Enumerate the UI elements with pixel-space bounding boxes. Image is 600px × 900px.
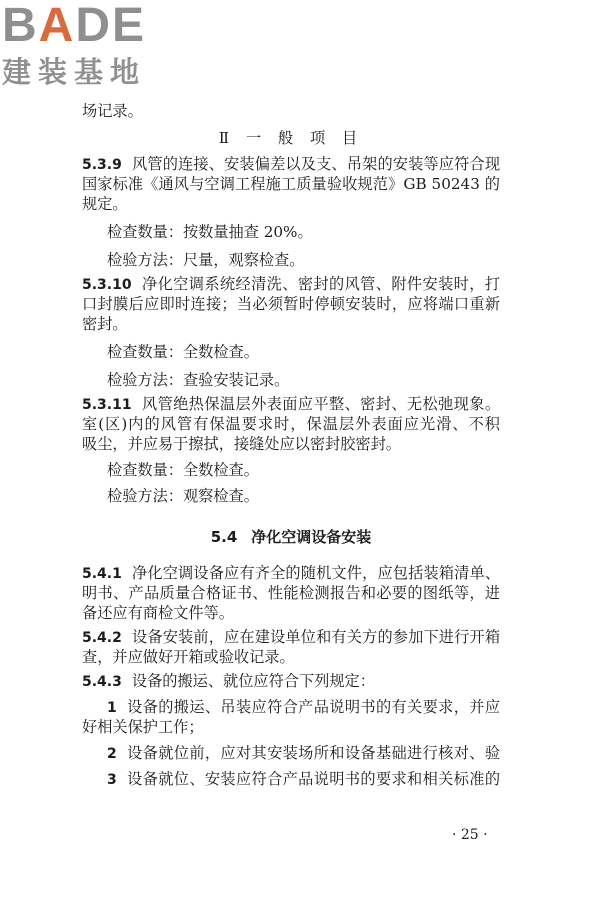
clause-number: 5.4.2: [82, 630, 122, 646]
clause-first-line: 5.4.3 设备的搬运、就位应符合下列规定：: [82, 672, 375, 690]
clause-line: 查，并应做好开箱或验收记录。: [82, 648, 295, 666]
list-item-line: 3 设备就位、安装应符合产品说明书的要求和相关标准的: [107, 770, 500, 788]
clause-line: 口封膜后应即时连接；当必须暂时停顿安装时，应将端口重新: [82, 295, 500, 313]
clause-line: 备还应有商检文件等。: [82, 604, 234, 622]
clause-first-line: 5.3.10 净化空调系统经清洗、密封的风管、附件安装时，打: [82, 275, 500, 293]
check-method: 检验方法：观察检查。: [107, 487, 259, 505]
clause-5-4-2: [82, 627, 500, 667]
list-item-line: 2 设备就位前，应对其安装场所和设备基础进行核对、验: [107, 744, 500, 762]
list-item: [82, 769, 500, 789]
section-title: 净化空调设备安装: [251, 528, 372, 546]
list-item-number: 2: [107, 746, 117, 762]
clause-first-line: 5.4.1 净化空调设备应有齐全的随机文件，应包括装箱清单、: [82, 564, 500, 582]
clause-line: 国家标准《通风与空调工程施工质量验收规范》GB 50243 的: [82, 175, 500, 193]
page-number: · 25 ·: [452, 827, 488, 843]
clause-line: 规定。: [82, 195, 128, 213]
clause-5-3-10: [82, 274, 500, 390]
check-method: 检验方法：查验安装记录。: [107, 371, 290, 389]
list-item: [82, 743, 500, 763]
check-quantity: 检查数量：全数检查。: [107, 343, 259, 361]
clause-first-line: 5.4.2 设备安装前，应在建设单位和有关方的参加下进行开箱: [82, 628, 500, 646]
bade-logo: [2, 0, 146, 90]
clause-line: 室(区)内的风管有保温要求时，保温层外表面应光滑、不积: [82, 415, 500, 433]
clause-number: 5.3.10: [82, 277, 132, 293]
clause-5-3-11: [82, 394, 500, 506]
logo-mark: BADE: [2, 0, 147, 52]
list-item: [82, 697, 500, 737]
list-item-line: 好相关保护工作；: [82, 718, 204, 736]
clause-5-4-3: [82, 671, 500, 789]
check-quantity: 检查数量：按数量抽查 20%。: [107, 223, 313, 241]
clause-number: 5.4.1: [82, 566, 122, 582]
clause-first-line: 5.3.9 风管的连接、安装偏差以及支、吊架的安装等应符合现: [82, 155, 500, 173]
clause-number: 5.3.9: [82, 157, 122, 173]
section-heading: [82, 527, 500, 547]
document-body: [82, 101, 500, 789]
check-method: 检验方法：尺量，观察检查。: [107, 251, 305, 269]
section-number: 5.4: [210, 528, 238, 546]
subsection-heading: Ⅱ 一 般 项 目: [218, 129, 364, 147]
clause-number: 5.4.3: [82, 674, 122, 690]
list-item-line: 1 设备的搬运、吊装应符合产品说明书的有关要求，并应: [107, 698, 500, 716]
clause-5-4-1: [82, 563, 500, 623]
clause-5-3-9: [82, 154, 500, 270]
clause-first-line: 5.3.11 风管绝热保温层外表面应平整、密封、无松弛现象。: [82, 395, 500, 413]
clause-line: 密封。: [82, 315, 128, 333]
clause-line: 明书、产品质量合格证书、性能检测报告和必要的图纸等，进: [82, 584, 500, 602]
clause-number: 5.3.11: [82, 397, 132, 413]
list-item-number: 3: [107, 772, 117, 788]
check-quantity: 检查数量：全数检查。: [107, 461, 259, 479]
continuation-text: 场记录。: [82, 102, 143, 120]
list-item-number: 1: [107, 700, 117, 716]
logo-subtitle: 建装基地: [2, 55, 147, 89]
clause-line: 吸尘，并应易于擦拭，接缝处应以密封胶密封。: [82, 435, 401, 453]
